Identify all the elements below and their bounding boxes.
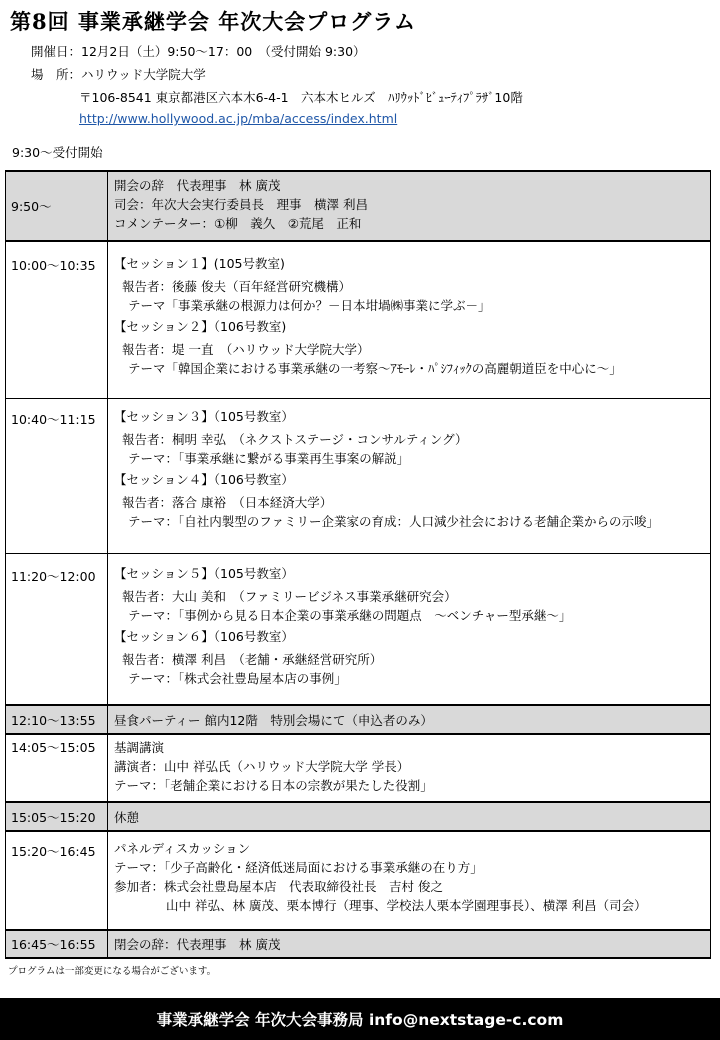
content-cell [108,554,710,704]
session-1-theme: テーマ「事業承継の根源力は何か？－日本坩堝㈱事業に学ぶ－」 [128,298,491,313]
time-cell: 11:20～12:00 [6,554,108,704]
session-4-title: 【セッション４】（106号教室） [114,472,294,487]
session-5-reporter: 報告者：大山 美和 （ファミリービジネス事業承継研究会） [122,589,457,604]
panel-line-4: 山中 祥弘、林 廣茂、栗本博行（理事、学校法人栗本学園理事長）、横澤 利昌（司会） [166,898,647,913]
content-cell [108,832,710,929]
session-4-theme: テーマ：「自社内製型のファミリー企業家の育成：人口減少社会における老舗企業からの示唆」 [128,514,660,529]
content-cell: 休憩 [114,809,140,825]
session-3-theme: テーマ：「事業承継に繋がる事業再生事案の解説」 [128,451,410,466]
session-2-title: 【セッション２】（106号教室) [114,319,287,334]
schedule-row-keynote [6,733,710,801]
session-4-reporter: 報告者：落合 康裕 （日本経済大学） [122,495,333,510]
schedule-row-closing [6,929,710,957]
content-cell [108,399,710,553]
access-link[interactable]: http://www.hollywood.ac.jp/mba/access/index.html [79,111,398,126]
opening-line-2: 司会：年次大会実行委員長 理事 横澤 利昌 [114,197,368,212]
page-title: 第8回 事業承継学会 年次大会プログラム [10,9,417,34]
event-venue: 場 所：ハリウッド大学院大学 [31,67,206,82]
schedule-row-opening [6,172,710,240]
session-5-title: 【セッション５】（105号教室） [114,566,294,581]
time-cell: 14:05～15:05 [6,735,108,801]
event-date: 開催日：12月2日（土）9:50～17：00 （受付開始 9:30） [31,44,366,59]
time-cell: 15:20～16:45 [6,832,108,929]
keynote-line-1: 基調講演 [114,740,165,755]
footer-banner [0,998,720,1040]
content-cell [108,242,710,398]
keynote-line-2: 講演者：山中 祥弘氏（ハリウッド大学院大学 学長） [114,759,410,774]
panel-line-3: 参加者：株式会社豊島屋本店 代表取締役社長 吉村 俊之 [114,879,443,894]
venue-address: 〒106-8541 東京都港区六本木6-4-1 六本木ヒルズ ﾊﾘｳｯﾄﾞﾋﾞｭｰﾃｨﾌﾟﾗｻﾞ10階 [79,90,523,105]
opening-line-1: 開会の辞 代表理事 林 廣茂 [114,178,281,193]
time-cell: 10:00～10:35 [6,242,108,398]
schedule-row-panel [6,830,710,929]
time-cell: 16:45～16:55 [6,931,108,957]
session-6-theme: テーマ：「株式会社豊島屋本店の事例」 [128,671,347,686]
session-5-theme: テーマ：「事例から見る日本企業の事業承継の問題点 ～ベンチャー型承継～」 [128,608,572,623]
schedule-table [5,170,711,959]
session-2-theme: テーマ「韓国企業における事業承継の一考察～ｱﾓｰﾚ・ﾊﾟｼﾌｨｯｸの高麗朝道臣を中心に～」 [128,361,622,376]
time-cell: 9:50～ [6,172,108,240]
session-6-reporter: 報告者：横澤 利昌 （老舗・承継経営研究所） [122,652,383,667]
content-cell [108,735,710,801]
time-cell: 10:40～11:15 [6,399,108,553]
session-1-reporter: 報告者：後藤 俊夫（百年経営研究機構） [122,279,351,294]
session-2-reporter: 報告者：堤 一直 （ハリウッド大学院大学） [122,342,370,357]
content-cell: 昼食パーティー 館内12階 特別会場にて（申込者のみ） [114,712,433,728]
footer-text: 事業承継学会 年次大会事務局 info@nextstage-c.com [156,1011,564,1029]
opening-line-3: コメンテーター：①柳 義久 ②荒尾 正和 [114,216,362,231]
time-cell: 15:05～15:20 [6,803,108,830]
panel-line-2: テーマ：「少子高齢化・経済低迷局面における事業承継の在り方」 [114,860,483,875]
session-1-title: 【セッション１】(105号教室) [114,256,285,271]
schedule-row-lunch [6,704,710,733]
session-6-title: 【セッション６】（106号教室） [114,629,294,644]
schedule-row-sessions-3 [6,553,710,704]
reception-time: 9:30～受付開始 [12,145,103,160]
keynote-line-3: テーマ：「老舗企業における日本の宗教が果たした役割」 [114,778,433,793]
session-3-reporter: 報告者：桐明 幸弘 （ネクストステージ・コンサルティング） [122,432,468,447]
panel-line-1: パネルディスカッション [114,841,251,856]
schedule-row-break [6,801,710,830]
schedule-row-sessions-1 [6,240,710,398]
content-cell [108,172,710,240]
change-notice: プログラムは一部変更になる場合がございます。 [8,966,217,977]
schedule-row-sessions-2 [6,398,710,553]
content-cell: 閉会の辞：代表理事 林 廣茂 [114,937,281,952]
time-cell: 12:10～13:55 [6,706,108,733]
session-3-title: 【セッション３】（105号教室） [114,409,294,424]
